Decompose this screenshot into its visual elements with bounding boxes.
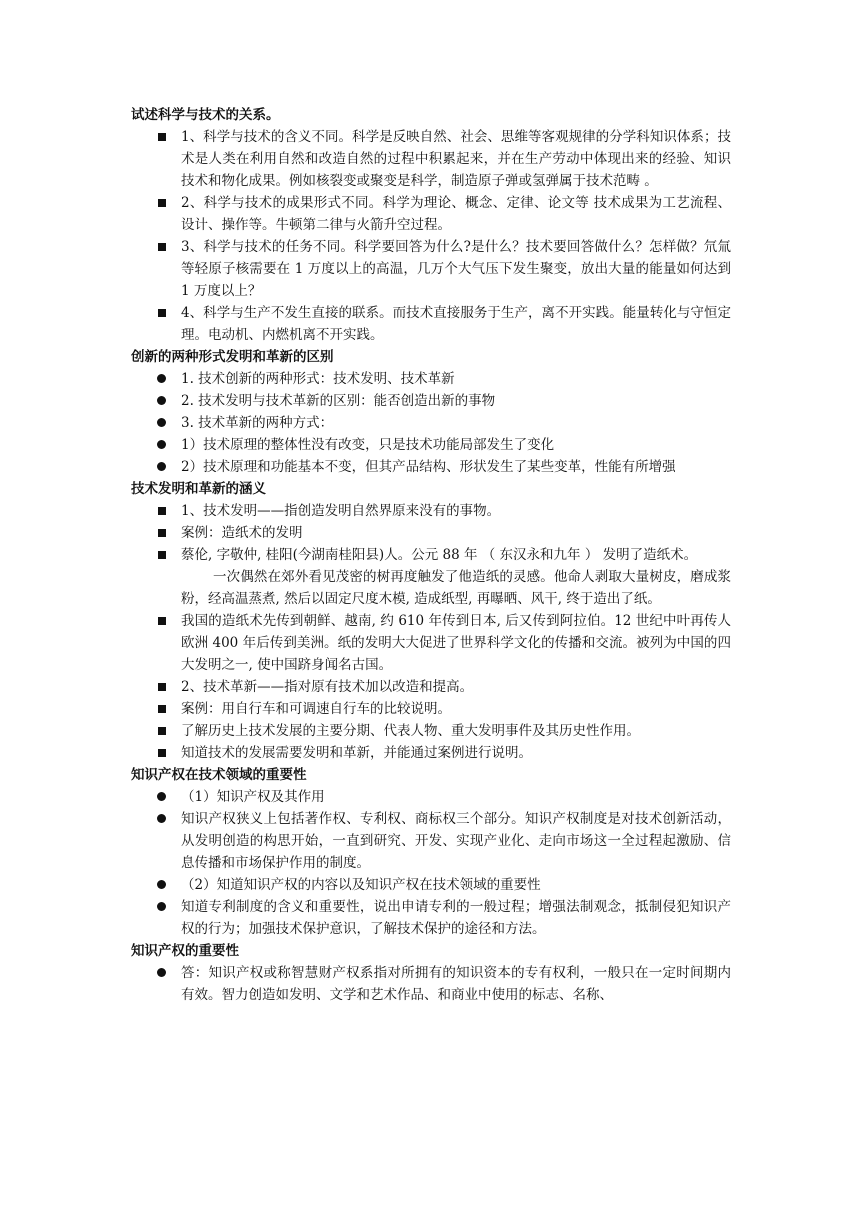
square-bullet-icon <box>158 309 166 317</box>
disc-bullet-icon <box>157 374 166 383</box>
list-item: （1）知识产权及其作用 <box>131 786 731 808</box>
section-list <box>131 786 731 940</box>
list-item: 2、技术革新——指对原有技术加以改造和提高。 <box>131 676 731 698</box>
section-list <box>131 962 731 1006</box>
document-page <box>131 104 731 1006</box>
disc-bullet-icon <box>157 814 166 823</box>
section-list <box>131 610 731 764</box>
disc-bullet-icon <box>157 792 166 801</box>
list-item: 答：知识产权或称智慧财产权系指对所拥有的知识资本的专有权利，一般只在一定时间期内有效。智力创造如发明、文学和艺术作品、和商业中使用的标志、名称、 <box>131 962 731 1006</box>
section-heading: 试述科学与技术的关系。 <box>131 107 280 123</box>
square-bullet-icon <box>158 529 166 537</box>
square-bullet-icon <box>158 133 166 141</box>
list-item: （2）知道知识产权的内容以及知识产权在技术领域的重要性 <box>131 874 731 896</box>
section-heading: 知识产权在技术领域的重要性 <box>131 767 307 783</box>
list-item: 4、科学与生产不发生直接的联系。而技术直接服务于生产，离不开实践。能量转化与守恒定理。电动机、内燃机离不开实践。 <box>131 302 731 346</box>
square-bullet-icon <box>158 749 166 757</box>
list-item: 1. 技术创新的两种形式：技术发明、技术革新 <box>131 368 731 390</box>
square-bullet-icon <box>158 243 166 251</box>
list-item: 1、技术发明——指创造发明自然界原来没有的事物。 <box>131 500 731 522</box>
list-item: 1、科学与技术的含义不同。科学是反映自然、社会、思维等客观规律的分学科知识体系；技术是人类在利用自然和改造自然的过程中积累起来，并在生产劳动中体现出来的经验、知识技术和物化成果。例如核裂变或聚变是科学，制造原子弹或氢弹属于技术范畴 。 <box>131 126 731 192</box>
section-heading: 技术发明和革新的涵义 <box>131 481 266 497</box>
square-bullet-icon <box>158 551 166 559</box>
square-bullet-icon <box>158 199 166 207</box>
disc-bullet-icon <box>157 440 166 449</box>
list-item: 3、科学与技术的任务不同。科学要回答为什么?是什么？技术要回答做什么？怎样做？氘氚等轻原子核需要在 1 万度以上的高温，几万个大气压下发生聚变，放出大量的能量如何达到 1 万度以上？ <box>131 236 731 302</box>
list-item: 3. 技术革新的两种方式： <box>131 412 731 434</box>
list-item: 知道专利制度的含义和重要性，说出申请专利的一般过程；增强法制观念，抵制侵犯知识产权的行为；加强技术保护意识，了解技术保护的途径和方法。 <box>131 896 731 940</box>
section-list <box>131 500 731 566</box>
list-item: 了解历史上技术发展的主要分期、代表人物、重大发明事件及其历史性作用。 <box>131 720 731 742</box>
section-list <box>131 368 731 478</box>
list-item: 2. 技术发明与技术革新的区别：能否创造出新的事物 <box>131 390 731 412</box>
square-bullet-icon <box>158 727 166 735</box>
section-heading: 创新的两种形式发明和革新的区别 <box>131 349 334 365</box>
list-item: 案例：用自行车和可调速自行车的比较说明。 <box>131 698 731 720</box>
disc-bullet-icon <box>157 968 166 977</box>
disc-bullet-icon <box>157 880 166 889</box>
disc-bullet-icon <box>157 396 166 405</box>
list-item: 1）技术原理的整体性没有改变，只是技术功能局部发生了变化 <box>131 434 731 456</box>
square-bullet-icon <box>158 617 166 625</box>
section-list <box>131 126 731 346</box>
body-paragraph: 一次偶然在郊外看见茂密的树再度触发了他造纸的灵感。他命人剥取大量树皮，磨成浆粉，经高温蒸煮, 然后以固定尺度木模, 造成纸型, 再曝晒、风干, 终于造出了纸。 <box>181 569 731 607</box>
square-bullet-icon <box>158 507 166 515</box>
list-item: 我国的造纸术先传到朝鲜、越南, 约 610 年传到日本, 后又传到阿拉伯。12 世纪中叶再传人欧洲 400 年后传到美洲。纸的发明大大促进了世界科学文化的传播和交流。被列为中国的四大发明之一, 使中国跻身闻名古国。 <box>131 610 731 676</box>
list-item: 案例：造纸术的发明 <box>131 522 731 544</box>
list-item: 知识产权狭义上包括著作权、专利权、商标权三个部分。知识产权制度是对技术创新活动，从发明创造的构思开始，一直到研究、开发、实现产业化、走向市场这一全过程起激励、信息传播和市场保护作用的制度。 <box>131 808 731 874</box>
section-heading: 知识产权的重要性 <box>131 943 239 959</box>
square-bullet-icon <box>158 705 166 713</box>
list-item: 2）技术原理和功能基本不变，但其产品结构、形状发生了某些变革，性能有所增强 <box>131 456 731 478</box>
disc-bullet-icon <box>157 462 166 471</box>
disc-bullet-icon <box>157 418 166 427</box>
list-item: 蔡伦, 字敬仲, 桂阳(今湖南桂阳县)人。公元 88 年 （ 东汉永和九年 ） 发明了造纸术。 <box>131 544 731 566</box>
list-item: 知道技术的发展需要发明和革新，并能通过案例进行说明。 <box>131 742 731 764</box>
square-bullet-icon <box>158 683 166 691</box>
list-item: 2、科学与技术的成果形式不同。科学为理论、概念、定律、论文等 技术成果为工艺流程、设计、操作等。牛顿第二律与火箭升空过程。 <box>131 192 731 236</box>
disc-bullet-icon <box>157 902 166 911</box>
